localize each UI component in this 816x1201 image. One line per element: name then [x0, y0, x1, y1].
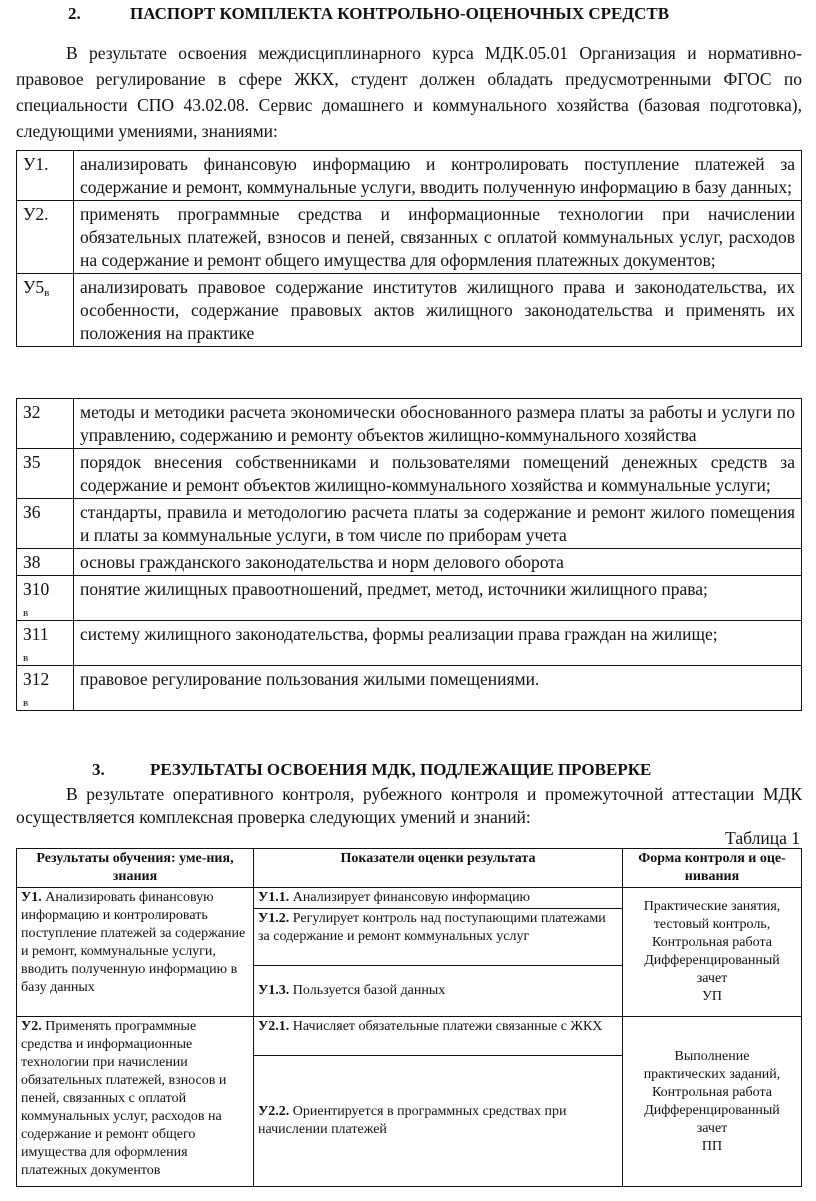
- indicator-cell: У1.3. Пользуется базой данных: [254, 966, 623, 1017]
- knowledge-code: З10 в: [17, 576, 74, 621]
- skill-code: У1.: [17, 151, 74, 201]
- section-3-number: 3.: [92, 760, 105, 779]
- knowledge-text: систему жилищного законодательства, формы реализации права граждан на жилище;: [74, 621, 802, 666]
- section-3-heading: [92, 760, 802, 780]
- indicator-cell: У1.2. Регулирует контроль над поступающими платежами за содержание и ремонт коммунальных услуг: [254, 909, 623, 966]
- results-table: [16, 848, 802, 1187]
- section-2-number: 2.: [68, 4, 81, 23]
- skill-text: применять программные средства и информационные технологии при начислении обязательных платежей, взносов и пеней, связанных с оплатой коммунальных услуг, расходов на содержание и ремонт общего имущества для оформления платежных документов;: [74, 201, 802, 274]
- skill-code: У2.: [17, 201, 74, 274]
- table-header-row: [17, 849, 802, 888]
- table-row: [17, 621, 802, 666]
- knowledge-text: стандарты, правила и методологию расчета платы за содержание и ремонт жилого помещения и платы за коммунальные услуги, в том числе по приборам учета: [74, 499, 802, 549]
- indicator-cell: У2.1. Начисляет обязательные платежи связанные с ЖКХ: [254, 1017, 623, 1056]
- knowledge-text: правовое регулирование пользования жилыми помещениями.: [74, 666, 802, 711]
- section-2-intro: В результате освоения междисциплинарного курса МДК.05.01 Организация и нормативно-правовое регулирование в сфере ЖКХ, студент должен обладать предусмотренными ФГОС по специальности СПО 43.02.08. Сервис домашнего и коммунального хозяйства (базовая подготовка), следующими умениями, знаниями:: [16, 43, 802, 141]
- table-row: [17, 666, 802, 711]
- result-skill-cell: У2. Применять программные средства и информационные технологии при начислении обязательных платежей, взносов и пеней, связанных с оплатой коммунальных услуг, расходов на содержание и ремонт общего имущества для оформления платежных документов: [17, 1017, 254, 1187]
- indicator-cell: У2.2. Ориентируется в программных средствах при начислении платежей: [254, 1056, 623, 1187]
- table-row: [17, 499, 802, 549]
- knowledge-text: порядок внесения собственниками и пользователями помещений денежных средств за содержание и ремонт объектов жилищно-коммунального хозяйства и коммунальные услуги;: [74, 449, 802, 499]
- table-row: [17, 399, 802, 449]
- table-row: [17, 888, 802, 909]
- knowledge-code: З11 в: [17, 621, 74, 666]
- knowledge-text: понятие жилищных правоотношений, предмет, метод, источники жилищного права;: [74, 576, 802, 621]
- result-skill-cell: У1. Анализировать финансовую информацию и контролировать поступление платежей за содержание и ремонт, коммунальные услуги, вводить полученную информацию в базу данных: [17, 888, 254, 1017]
- table-row: [17, 576, 802, 621]
- table-row: [17, 151, 802, 201]
- knowledge-text: основы гражданского законодательства и норм делового оборота: [74, 549, 802, 576]
- knowledge-code: З12 в: [17, 666, 74, 711]
- knowledge-code: З6: [17, 499, 74, 549]
- knowledge-code: З5: [17, 449, 74, 499]
- knowledge-text: методы и методики расчета экономически обоснованного размера платы за работы и услуги по управлению, содержанию и ремонту объектов жилищно-коммунального хозяйства: [74, 399, 802, 449]
- skill-code: $У5_в$: [17, 274, 74, 347]
- table-row: [17, 201, 802, 274]
- table-row: [17, 549, 802, 576]
- knowledge-code: З8: [17, 549, 74, 576]
- knowledge-table: [16, 398, 802, 711]
- control-form-cell: Выполнение практических заданий, Контрольная работа Дифференцированный зачет ПП: [623, 1017, 802, 1187]
- control-form-cell: Практические занятия, тестовый контроль, Контрольная работа Дифференцированный зачет УП: [623, 888, 802, 1017]
- section-3-title: РЕЗУЛЬТАТЫ ОСВОЕНИЯ МДК, ПОДЛЕЖАЩИЕ ПРОВЕРКЕ: [150, 760, 652, 779]
- skill-text: анализировать правовое содержание институтов жилищного права и законодательства, их особенности, содержание правовых актов жилищного законодательства и применять их положения на практике: [74, 274, 802, 347]
- knowledge-code: З2: [17, 399, 74, 449]
- indicator-cell: У1.1. Анализирует финансовую информацию: [254, 888, 623, 909]
- table-row: [17, 1017, 802, 1056]
- skills-table: [16, 150, 802, 347]
- table-row: [17, 274, 802, 347]
- column-header: Показатели оценки результата: [254, 849, 623, 888]
- skill-text: анализировать финансовую информацию и контролировать поступление платежей за содержание и ремонт, коммунальные услуги, вводить полученную информацию в базу данных;: [74, 151, 802, 201]
- section-2-title: ПАСПОРТ КОМПЛЕКТА КОНТРОЛЬНО-ОЦЕНОЧНЫХ СРЕДСТВ: [130, 4, 670, 23]
- section-3-intro: В результате оперативного контроля, рубежного контроля и промежуточной аттестации МДК осуществляется комплексная проверка следующих умений и знаний:: [16, 784, 802, 827]
- table-caption: Таблица 1: [725, 828, 800, 848]
- column-header: Форма контроля и оце-нивания: [623, 849, 802, 888]
- table-row: [17, 449, 802, 499]
- section-2-heading: [68, 4, 802, 24]
- column-header: Результаты обучения: уме-ния, знания: [17, 849, 254, 888]
